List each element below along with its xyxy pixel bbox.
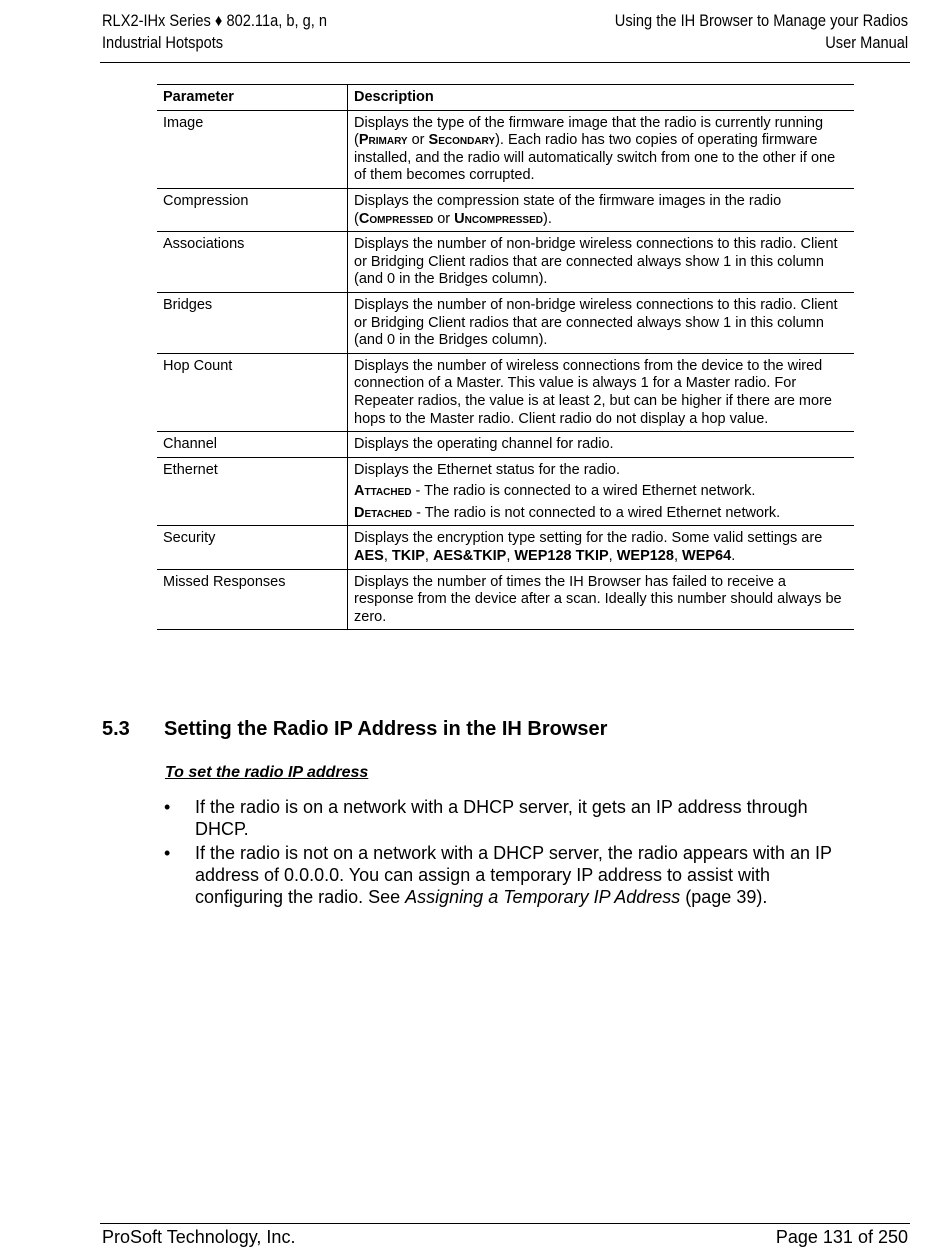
parameter-description: Displays the encryption type setting for the radio. Some valid settings are AES, TKIP, AES&TKIP, WEP128 TKIP, WEP128, WEP64. bbox=[348, 526, 855, 569]
table-row bbox=[157, 353, 854, 431]
column-header-description: Description bbox=[348, 85, 855, 111]
table-row bbox=[157, 457, 854, 526]
procedure-heading: To set the radio IP address bbox=[165, 764, 369, 781]
parameter-name: Missed Responses bbox=[157, 569, 348, 630]
parameter-description: Displays the operating channel for radio. bbox=[348, 432, 855, 458]
parameter-name: Hop Count bbox=[157, 353, 348, 431]
parameter-description bbox=[348, 457, 855, 526]
parameter-name: Associations bbox=[157, 232, 348, 293]
section-heading bbox=[102, 718, 607, 741]
parameter-table bbox=[157, 84, 854, 630]
table-row bbox=[157, 292, 854, 353]
bullet-list bbox=[160, 796, 860, 910]
page-number: Page 131 of 250 bbox=[775, 1227, 908, 1247]
ethernet-status-intro: Displays the Ethernet status for the radio. bbox=[354, 461, 620, 478]
table-header-row bbox=[157, 85, 854, 111]
parameter-description: Displays the number of wireless connections from the device to the wired connection of a Master. This value is always 1 for a Master radio. For Repeater radios, the value is at least 2, but can be higher if there are more hops to the Master radio. Client radio do not display a hop value. bbox=[348, 353, 855, 431]
footer-company: ProSoft Technology, Inc. bbox=[102, 1227, 296, 1247]
parameter-description: Displays the number of non-bridge wireless connections to this radio. Client or Bridging Client radios that are connected always show 1 in this column (and 0 in the Bridges column). bbox=[348, 292, 855, 353]
cross-reference-link[interactable]: Assigning a Temporary IP Address bbox=[405, 887, 681, 907]
header-right bbox=[615, 10, 908, 54]
parameter-name: Ethernet bbox=[157, 457, 348, 526]
parameter-name: Security bbox=[157, 526, 348, 569]
bullet-glyph: • bbox=[164, 797, 171, 817]
parameter-name: Image bbox=[157, 110, 348, 188]
header-product-subtitle: Industrial Hotspots bbox=[102, 33, 224, 52]
list-item: • If the radio is not on a network with a DHCP server, the radio appears with an IP address of 0.0.0.0. You can assign a temporary IP address to assist with configuring the radio. See Assigning a Temporary IP Address (page 39). bbox=[164, 843, 832, 907]
table-row bbox=[157, 526, 854, 569]
table-row bbox=[157, 232, 854, 293]
parameter-description: Displays the compression state of the firmware images in the radio (Compressed or Uncompressed). bbox=[348, 188, 855, 231]
header-left bbox=[102, 10, 327, 54]
table-row bbox=[157, 432, 854, 458]
bullet-glyph: • bbox=[164, 843, 171, 863]
table-row bbox=[157, 110, 854, 188]
parameter-name: Channel bbox=[157, 432, 348, 458]
table-row bbox=[157, 188, 854, 231]
ethernet-attached-definition: Attached - The radio is connected to a wired Ethernet network. bbox=[354, 483, 756, 500]
table-row bbox=[157, 569, 854, 630]
header-manual-name: User Manual bbox=[825, 33, 908, 52]
section-number: 5.3 bbox=[102, 718, 130, 740]
parameter-name: Compression bbox=[157, 188, 348, 231]
parameter-name: Bridges bbox=[157, 292, 348, 353]
ethernet-detached-definition: Detached - The radio is not connected to a wired Ethernet network. bbox=[354, 504, 781, 521]
parameter-description: Displays the type of the firmware image that the radio is currently running (Primary or Secondary). Each radio has two copies of operating firmware installed, and the radio will automatically switch from one to the other if one of them becomes corrupted. bbox=[348, 110, 855, 188]
page-footer bbox=[100, 1223, 910, 1247]
list-item: • If the radio is on a network with a DHCP server, it gets an IP address through DHCP. bbox=[164, 797, 808, 839]
header-product-line: RLX2-IHx Series ♦ 802.11a, b, g, n bbox=[102, 11, 327, 30]
column-header-parameter: Parameter bbox=[157, 85, 348, 111]
parameter-description: Displays the number of non-bridge wireless connections to this radio. Client or Bridging Client radios that are connected always show 1 in this column (and 0 in the Bridges column). bbox=[348, 232, 855, 293]
section-title: Setting the Radio IP Address in the IH Browser bbox=[164, 718, 608, 740]
header-chapter-title: Using the IH Browser to Manage your Radios bbox=[614, 11, 908, 30]
parameter-description: Displays the number of times the IH Browser has failed to receive a response from the device after a scan. Ideally this number should always be zero. bbox=[348, 569, 855, 630]
page-header bbox=[100, 10, 910, 63]
